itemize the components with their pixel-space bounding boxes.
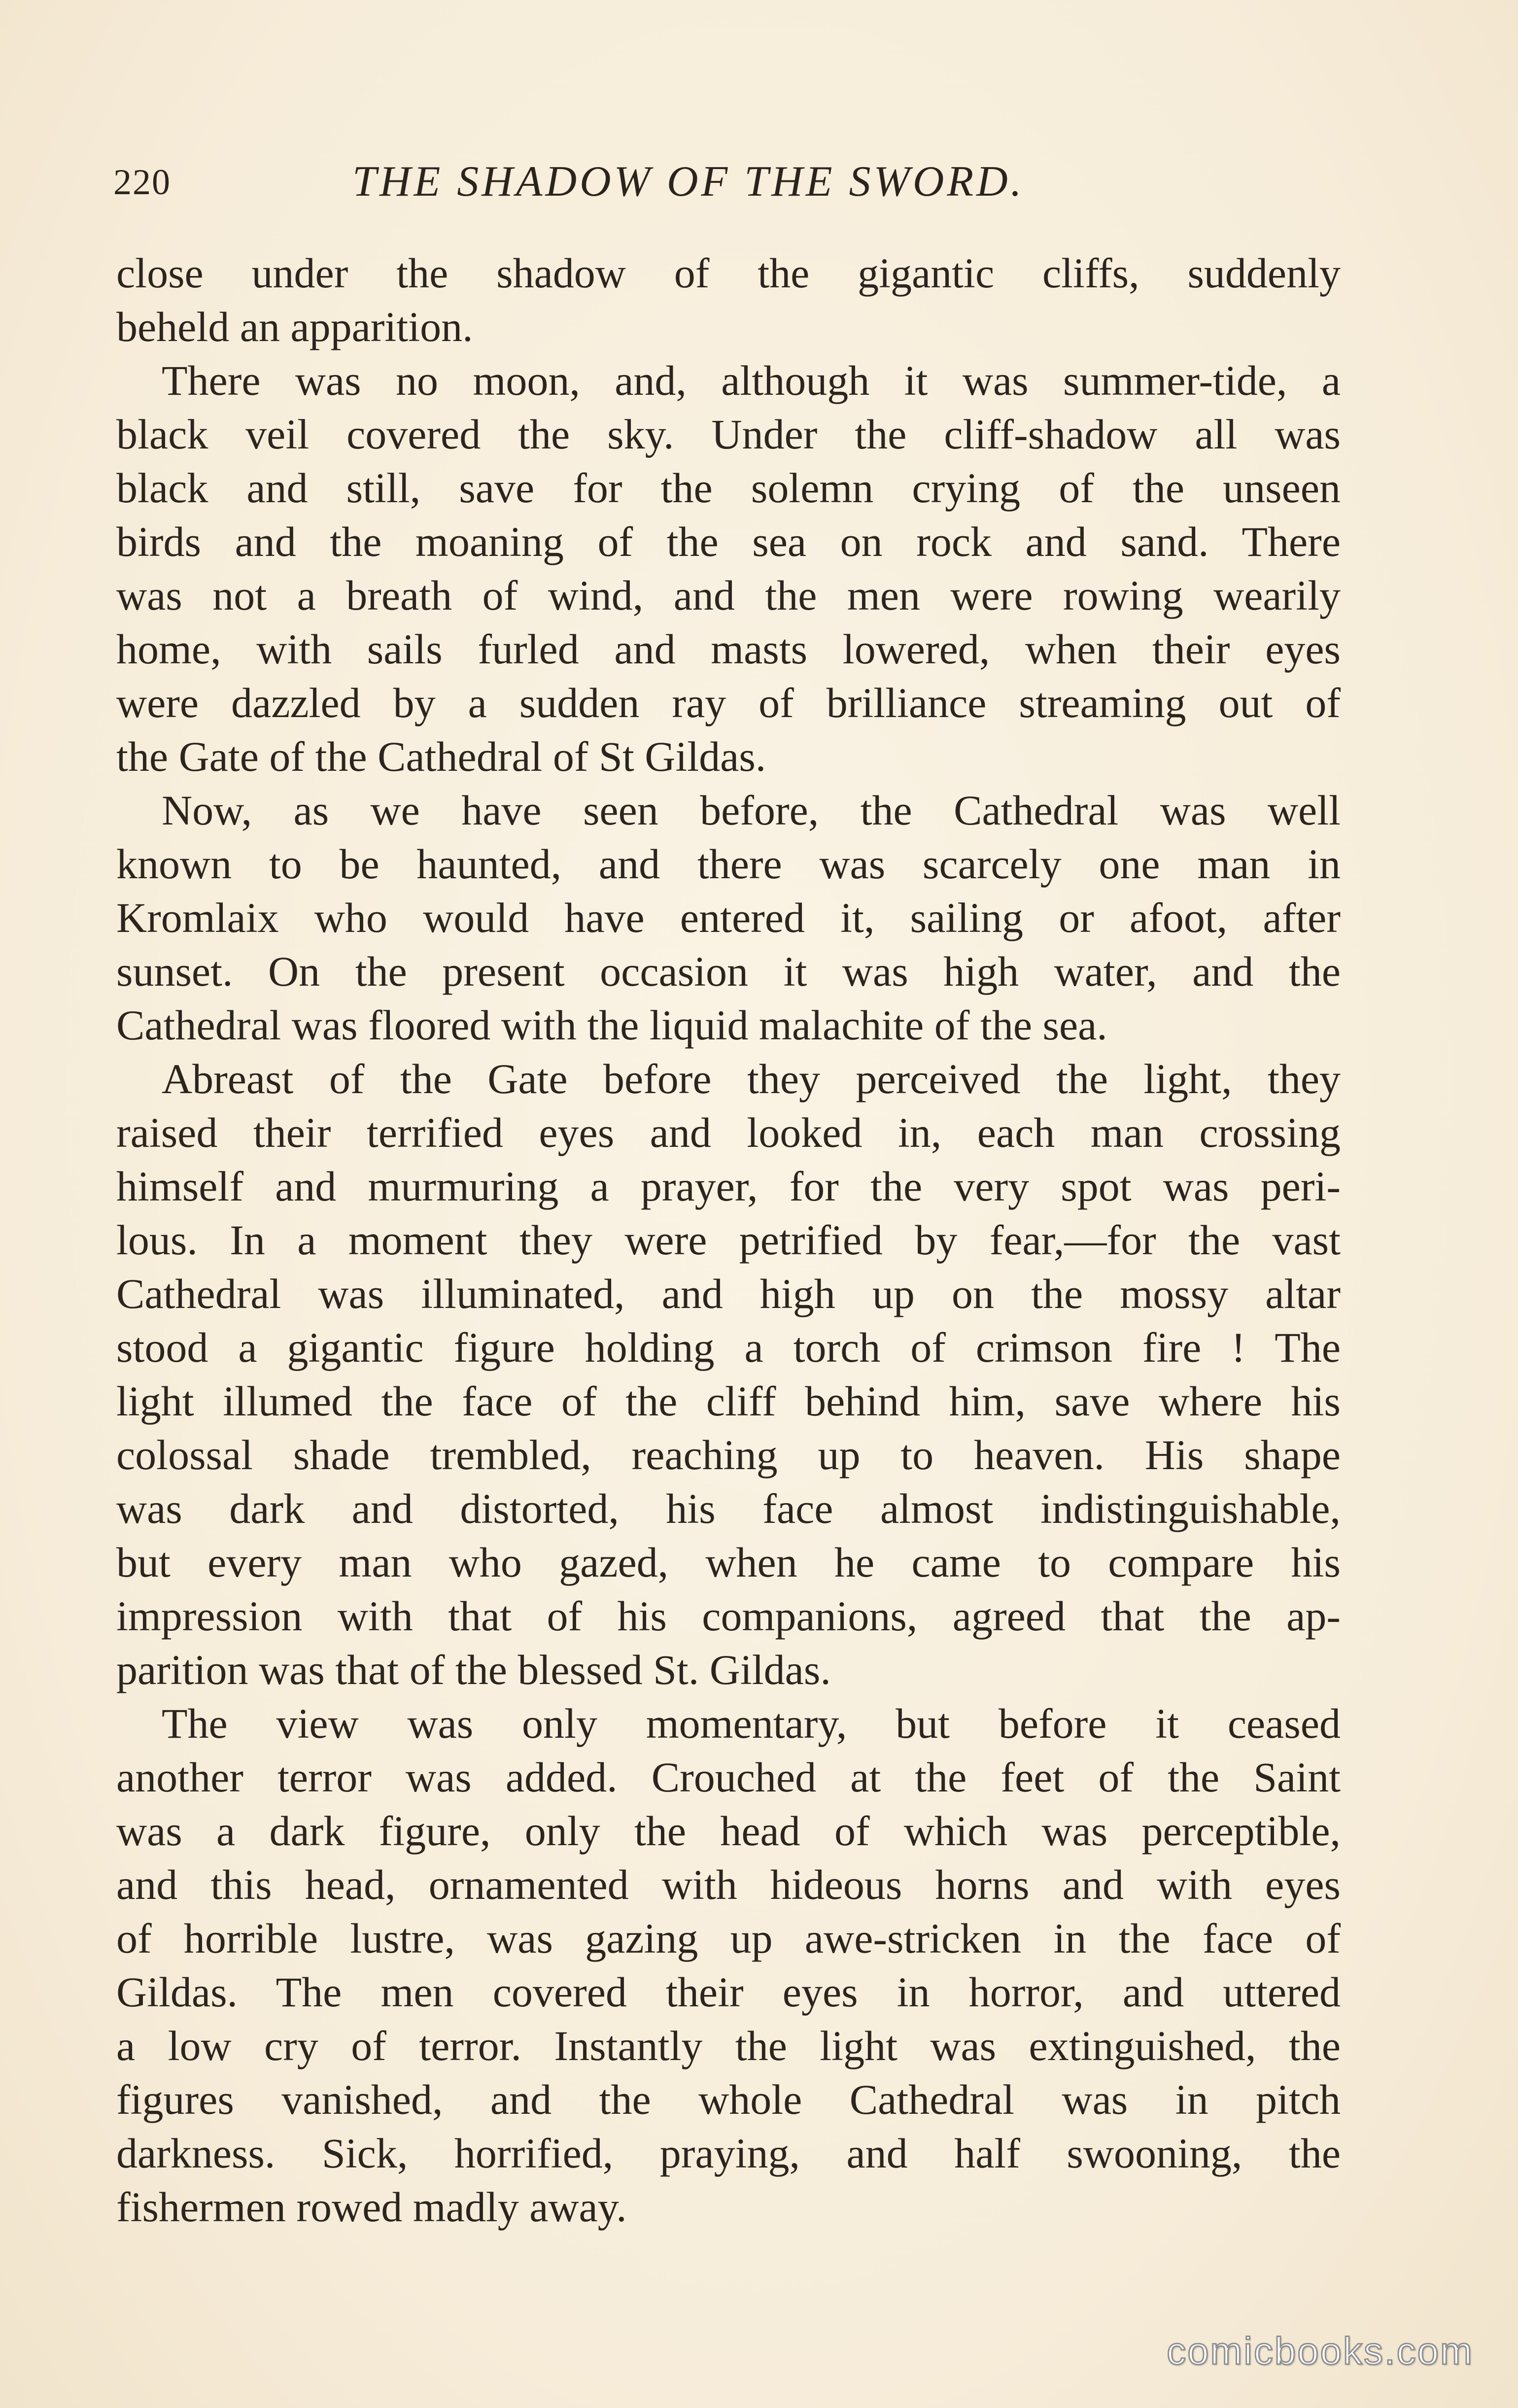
- text-line: birds and the moaning of the sea on rock and sand. There: [116, 518, 1341, 565]
- text-line: sunset. On the present occasion it was high water, and the: [116, 948, 1341, 995]
- text-line: and this head, ornamented with hideous horns and with eyes: [116, 1861, 1341, 1908]
- text-line: Kromlaix who would have entered it, sailing or afoot, after: [116, 894, 1341, 941]
- running-title: THE SHADOW OF THE SWORD.: [352, 158, 1025, 206]
- text-line: was dark and distorted, his face almost indistinguishable,: [116, 1485, 1341, 1532]
- text-line: of horrible lustre, was gazing up awe-stricken in the face of: [116, 1915, 1341, 1962]
- text-line: the Gate of the Cathedral of St Gildas.: [116, 733, 766, 780]
- paragraph: [116, 1052, 1341, 1697]
- text-line: darkness. Sick, horrified, praying, and half swooning, the: [116, 2130, 1341, 2177]
- text-line: another terror was added. Crouched at the feet of the Saint: [116, 1754, 1341, 1801]
- paragraph: [116, 1697, 1341, 2234]
- text-line: home, with sails furled and masts lowered, when their eyes: [116, 625, 1341, 673]
- text-line: known to be haunted, and there was scarcely one man in: [116, 840, 1341, 888]
- running-head: [113, 157, 1346, 211]
- text-line: Cathedral was floored with the liquid malachite of the sea.: [116, 1001, 1107, 1049]
- text-line: lous. In a moment they were petrified by fear,—for the vast: [116, 1216, 1341, 1264]
- text-line: Abreast of the Gate before they perceived the light, they: [162, 1055, 1341, 1102]
- text-line: himself and murmuring a prayer, for the very spot was peri-: [116, 1163, 1341, 1210]
- paragraph: [116, 784, 1341, 1052]
- paragraph: [116, 354, 1341, 784]
- text-line: fishermen rowed madly away.: [116, 2183, 627, 2231]
- page-number: 220: [113, 162, 171, 203]
- text-line: black and still, save for the solemn crying of the unseen: [116, 464, 1341, 512]
- text-line: colossal shade trembled, reaching up to heaven. His shape: [116, 1431, 1341, 1479]
- watermark: comicbooks.com: [1167, 2329, 1474, 2373]
- text-line: close under the shadow of the gigantic cliffs, suddenly: [116, 249, 1341, 297]
- text-line: was a dark figure, only the head of which was perceptible,: [116, 1807, 1341, 1855]
- text-line: The view was only momentary, but before it ceased: [162, 1700, 1341, 1747]
- text-line: were dazzled by a sudden ray of brilliance streaming out of: [116, 679, 1341, 726]
- text-line: Now, as we have seen before, the Cathedral was well: [162, 787, 1341, 834]
- text-line: black veil covered the sky. Under the cliff-shadow all was: [116, 411, 1341, 458]
- text-line: light illumed the face of the cliff behind him, save where his: [116, 1377, 1341, 1425]
- text-line: figures vanished, and the whole Cathedral was in pitch: [116, 2076, 1341, 2123]
- text-line: a low cry of terror. Instantly the light was extinguished, the: [116, 2022, 1341, 2069]
- text-line: parition was that of the blessed St. Gildas.: [116, 1646, 831, 1693]
- body-text: [116, 246, 1341, 2234]
- paragraph: [116, 246, 1341, 354]
- text-line: but every man who gazed, when he came to compare his: [116, 1539, 1341, 1586]
- text-line: Gildas. The men covered their eyes in horror, and uttered: [116, 1968, 1341, 2016]
- text-line: was not a breath of wind, and the men were rowing wearily: [116, 572, 1341, 619]
- text-line: raised their terrified eyes and looked in, each man crossing: [116, 1109, 1341, 1156]
- text-line: impression with that of his companions, agreed that the ap-: [116, 1592, 1341, 1640]
- text-line: Cathedral was illuminated, and high up on the mossy altar: [116, 1270, 1341, 1317]
- text-line: stood a gigantic figure holding a torch of crimson fire ! The: [116, 1324, 1341, 1371]
- text-line: There was no moon, and, although it was summer-tide, a: [162, 357, 1341, 404]
- text-line: beheld an apparition.: [116, 303, 473, 350]
